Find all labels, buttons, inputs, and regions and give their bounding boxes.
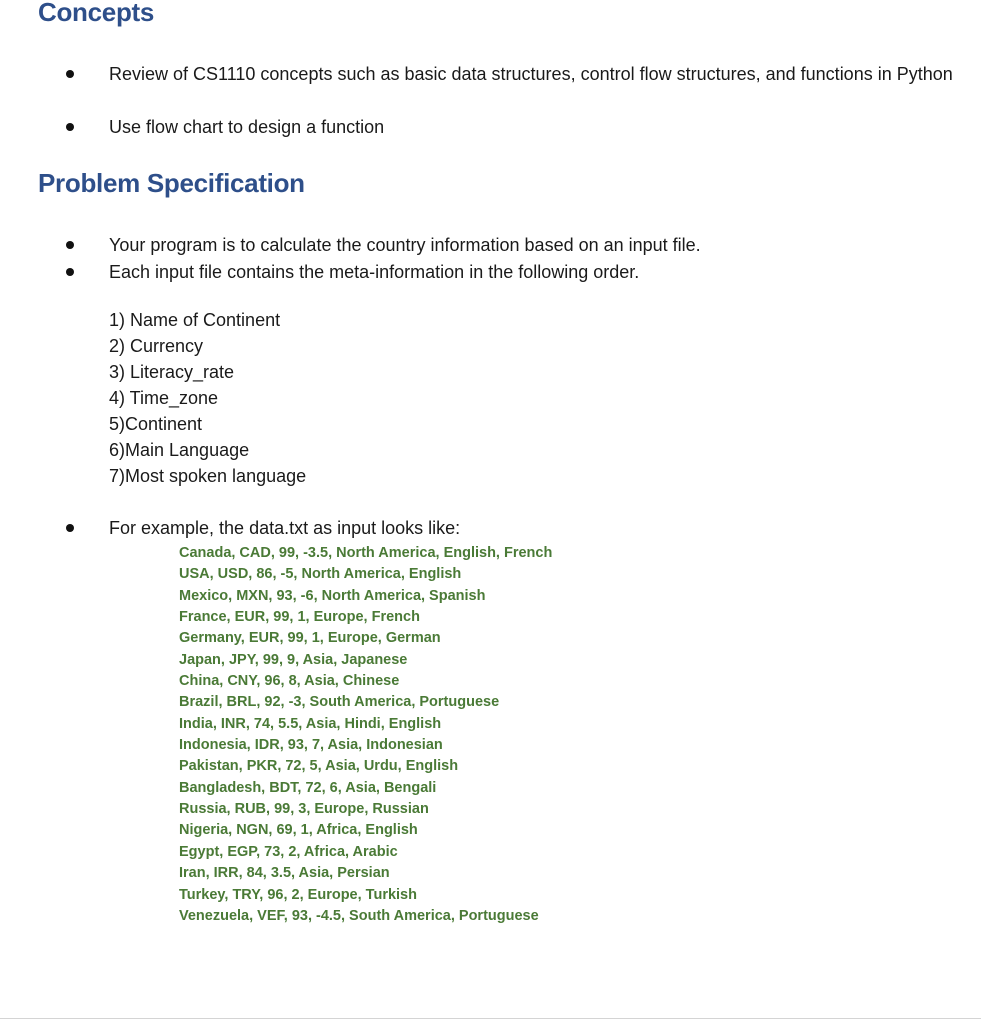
- order-item: 2) Currency: [109, 336, 204, 356]
- order-item: 5)Continent: [109, 414, 203, 434]
- meta-information-order-list: [109, 307, 306, 489]
- data-line: Indonesia, IDR, 93, 7, Asia, Indonesian: [179, 737, 443, 754]
- bullet-icon: [66, 241, 74, 249]
- data-line: Canada, CAD, 99, -3.5, North America, English, French: [179, 545, 553, 561]
- order-item: 4) Time_zone: [109, 388, 219, 408]
- section-heading-concepts: Concepts: [38, 0, 155, 27]
- data-line: Venezuela, VEF, 93, -4.5, South America, Portuguese: [179, 907, 539, 924]
- bullet-text: Each input file contains the meta-information in the following order.: [109, 262, 640, 282]
- data-line: Germany, EUR, 99, 1, Europe, German: [179, 630, 441, 647]
- bullet-text: For example, the data.txt as input looks like:: [109, 518, 461, 538]
- data-line: France, EUR, 99, 1, Europe, French: [179, 609, 420, 626]
- page-bottom-border: [0, 1018, 981, 1019]
- data-line: Russia, RUB, 99, 3, Europe, Russian: [179, 801, 429, 818]
- bullet-icon: [66, 268, 74, 276]
- bullet-text: Review of CS1110 concepts such as basic data structures, control flow structures, and functions in Python: [109, 64, 953, 84]
- bullet-text: Your program is to calculate the country information based on an input file.: [109, 235, 701, 255]
- data-line: USA, USD, 86, -5, North America, English: [179, 566, 462, 583]
- data-line: Bangladesh, BDT, 72, 6, Asia, Bengali: [179, 779, 437, 796]
- data-line: Brazil, BRL, 92, -3, South America, Portuguese: [179, 694, 500, 711]
- data-line: China, CNY, 96, 8, Asia, Chinese: [179, 673, 400, 690]
- data-line: Nigeria, NGN, 69, 1, Africa, English: [179, 822, 418, 839]
- bullet-icon: [66, 524, 74, 532]
- example-data-lines: [179, 543, 552, 927]
- bullet-text: Use flow chart to design a function: [109, 117, 385, 137]
- order-item: 1) Name of Continent: [109, 310, 281, 330]
- data-line: Egypt, EGP, 73, 2, Africa, Arabic: [179, 843, 398, 860]
- data-line: Japan, JPY, 99, 9, Asia, Japanese: [179, 651, 408, 668]
- data-line: Turkey, TRY, 96, 2, Europe, Turkish: [179, 886, 417, 903]
- order-item: 3) Literacy_rate: [109, 362, 235, 382]
- bullet-icon: [66, 123, 74, 131]
- data-line: Mexico, MXN, 93, -6, North America, Spanish: [179, 587, 486, 604]
- data-line: Pakistan, PKR, 72, 5, Asia, Urdu, English: [179, 758, 459, 775]
- data-line: Iran, IRR, 84, 3.5, Asia, Persian: [179, 865, 390, 882]
- bullet-icon: [66, 70, 74, 78]
- data-line: India, INR, 74, 5.5, Asia, Hindi, English: [179, 715, 442, 732]
- section-heading-problem-specification: Problem Specification: [38, 168, 305, 198]
- order-item: 7)Most spoken language: [109, 466, 307, 486]
- order-item: 6)Main Language: [109, 440, 250, 460]
